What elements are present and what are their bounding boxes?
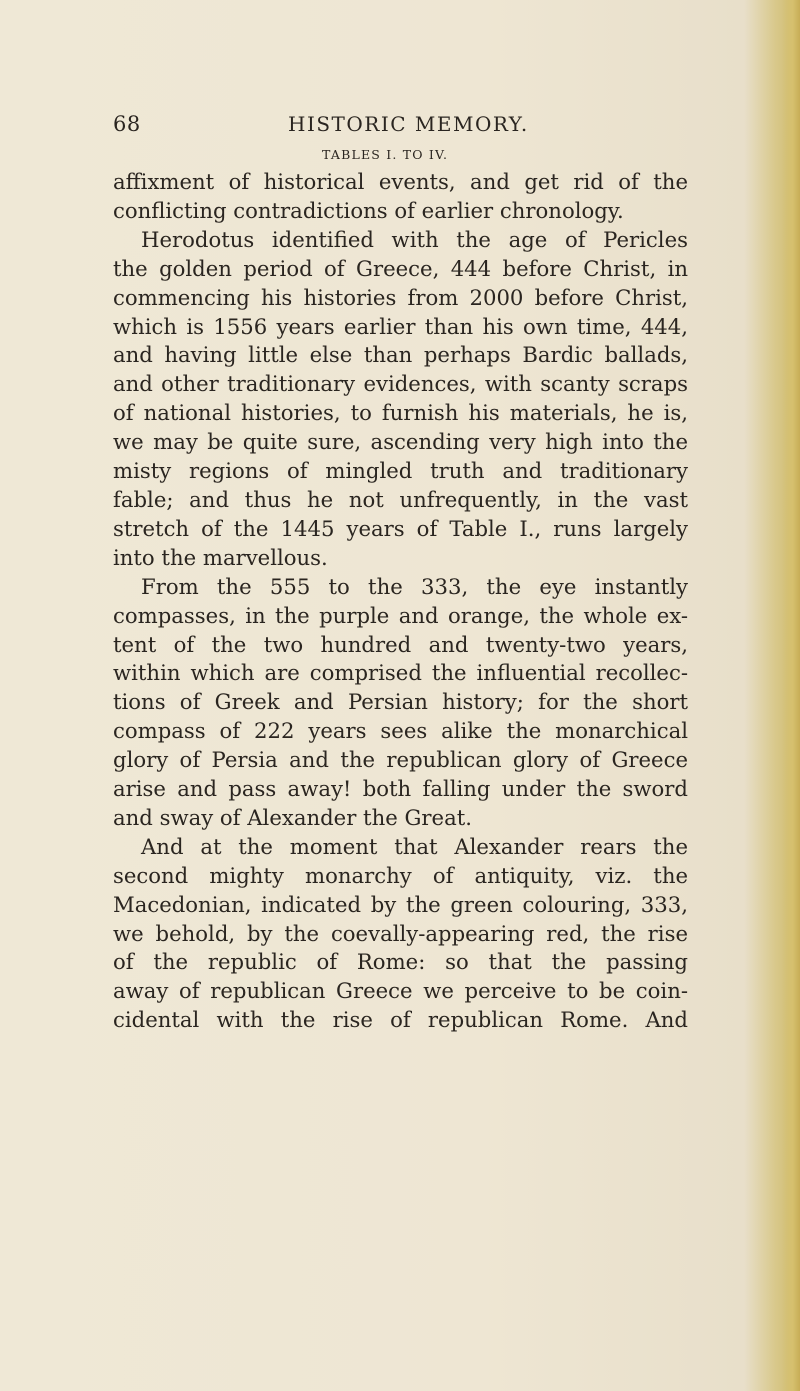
text-line: conflicting contradictions of earlier chronology.: [113, 197, 624, 223]
text-line: tions of Greek and Persian history; for the short: [113, 689, 688, 715]
text-line: which is 1556 years earlier than his own time, 444,: [113, 313, 688, 339]
text-line: we behold, by the coevally-appearing red, the rise: [113, 920, 688, 946]
text-line: second mighty monarchy of antiquity, viz. the: [113, 862, 688, 888]
text-line: affixment of historical events, and get rid of the: [113, 169, 688, 194]
text-line: of the republic of Rome: so that the passing: [113, 949, 688, 975]
text-line: Herodotus identified with the age of Pericles: [141, 226, 688, 252]
text-line: of national histories, to furnish his materials, he is,: [113, 400, 688, 426]
text-line: and sway of Alexander the Great.: [113, 804, 472, 830]
text-line: stretch of the 1445 years of Table I., runs largely: [113, 515, 688, 541]
text-line: fable; and thus he not unfrequently, in the vast: [113, 486, 688, 512]
text-line: into the marvellous.: [113, 544, 328, 570]
text-line: compasses, in the purple and orange, the whole ex-: [113, 602, 688, 628]
text-line: compass of 222 years sees alike the monarchical: [113, 718, 688, 744]
text-line: arise and pass away! both falling under the sword: [113, 776, 688, 802]
text-line: misty regions of mingled truth and traditionary: [113, 458, 688, 484]
text-line: the golden period of Greece, 444 before Christ, in: [113, 255, 688, 281]
page-header: [113, 112, 713, 142]
text-line: away of republican Greece we perceive to be coin-: [113, 978, 688, 1004]
page-number: 68: [113, 112, 141, 136]
subheading: TABLES I. TO IV.: [322, 147, 449, 162]
text-line: Macedonian, indicated by the green colouring, 333,: [113, 891, 688, 917]
text-line: From the 555 to the 333, the eye instantly: [141, 573, 688, 599]
text-line: and other traditionary evidences, with scanty scraps: [113, 371, 688, 397]
body-text: [113, 168, 688, 1035]
running-title: HISTORIC MEMORY.: [288, 112, 529, 136]
text-line: commencing his histories from 2000 before Christ,: [113, 284, 688, 310]
text-line: cidental with the rise of republican Rome. And: [113, 1007, 688, 1033]
page-edge: [782, 0, 800, 1391]
text-line: and having little else than perhaps Bardic ballads,: [113, 342, 688, 368]
text-line: we may be quite sure, ascending very high into the: [113, 429, 688, 455]
text-line: And at the moment that Alexander rears the: [141, 833, 688, 859]
text-line: tent of the two hundred and twenty-two years,: [113, 631, 688, 657]
text-line: within which are comprised the influential recollec-: [113, 660, 688, 686]
text-line: glory of Persia and the republican glory of Greece: [113, 747, 688, 773]
